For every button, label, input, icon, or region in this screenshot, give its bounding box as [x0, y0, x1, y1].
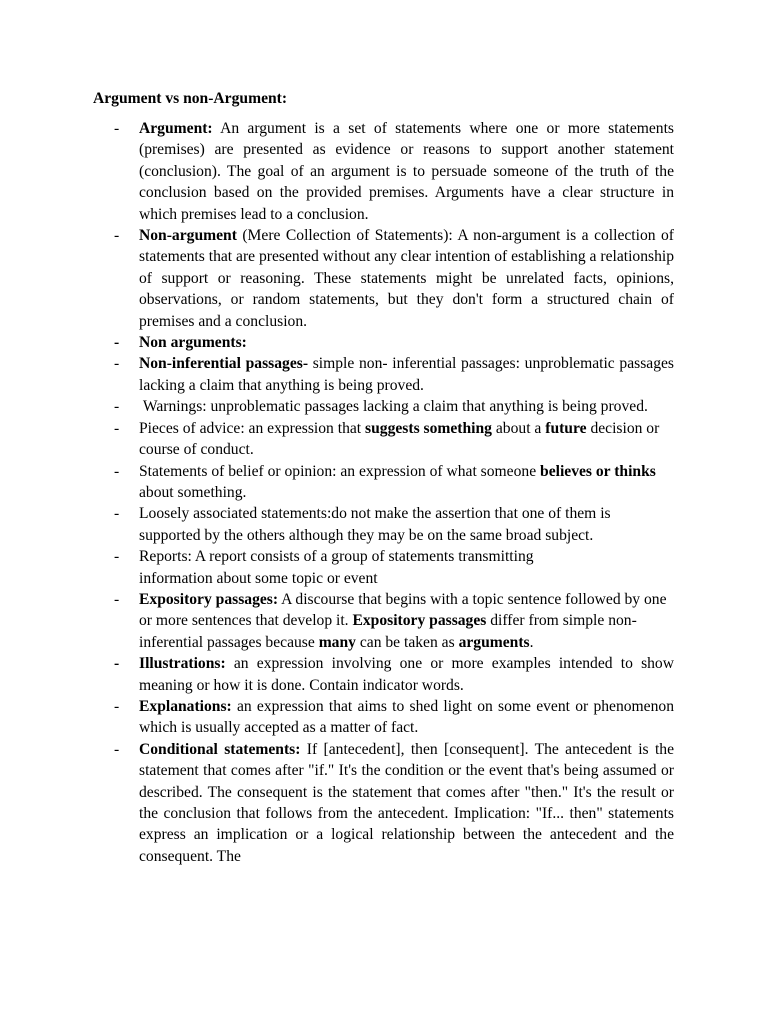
list-item-belief	[114, 461, 674, 504]
list-item-explanations	[114, 696, 674, 739]
emphasis-text: Expository passages	[352, 612, 487, 630]
bullet-list	[114, 118, 674, 867]
item-text: decision or course of conduct.	[139, 419, 660, 459]
item-text: An argument is a set of statements where one or more statements (premises) are presented as evidence or reasons to support another statement (conclusion). The goal of an argument is to persuade someone of the truth of the conclusion based on the provided premises. Arguments have a clear structure in which premises lead to a conclusion.	[139, 120, 674, 223]
list-item-warnings	[114, 396, 674, 417]
dash-bullet: -	[114, 548, 120, 566]
dash-bullet: -	[114, 227, 120, 245]
list-item-argument	[114, 118, 674, 225]
emphasis-text: suggests something	[365, 419, 492, 437]
emphasis-text: believes or thinks	[540, 462, 656, 480]
list-item-expository	[114, 589, 674, 653]
item-text: simple non- inferential passages: unproblematic passages lacking a claim that anything is being proved.	[139, 355, 674, 394]
item-text: Statements of belief or opinion: an expression of what someone	[139, 462, 541, 480]
list-item-advice	[114, 418, 674, 461]
item-text: (Mere Collection of Statements): A non-argument is a collection of statements that are presented without any clear intention of establishing a relationship of support or reasoning. These statements might be unrelated facts, opinions, observations, or random statements, but they don't form a structured chain of premises and a conclusion.	[139, 227, 674, 330]
item-text: can be taken as	[355, 633, 459, 651]
emphasis-text: arguments	[458, 633, 530, 651]
item-text: an expression involving one or more examples intended to show meaning or how it is done. Contain indicator words.	[139, 655, 674, 694]
term-label: Illustrations:	[139, 655, 226, 673]
emphasis-text: many	[318, 633, 356, 651]
list-item-loosely-associated	[114, 503, 674, 546]
list-item-non-argument	[114, 225, 674, 332]
list-item-conditional	[114, 739, 674, 867]
term-label: Non-argument	[139, 227, 237, 245]
item-text: Pieces of advice: an expression that	[139, 419, 366, 437]
list-item-reports	[114, 546, 674, 589]
item-text: .	[529, 633, 534, 651]
dash-bullet: -	[114, 655, 120, 673]
item-text: differ from simple non-inferential passages because	[139, 612, 637, 651]
item-text: Loosely associated statements:do not make the assertion that one of them is supported by the others although they may be on the same broad subject.	[139, 505, 611, 544]
item-text: If [antecedent], then [consequent]. The antecedent is the statement that comes after "if." It's the condition or the event that's being assumed or described. The consequent is the statement that comes after "then." It's the result or the conclusion that follows from the antecedent. Implication: "If... then" statements express an implication or a logical relationship between the antecedent and the consequent. The	[139, 740, 675, 865]
dash-bullet: -	[114, 505, 120, 523]
dash-bullet: -	[114, 334, 120, 352]
term-label: Conditional statements:	[139, 740, 301, 758]
dash-bullet: -	[114, 697, 120, 715]
dash-bullet: -	[114, 590, 120, 608]
term-label: Non arguments:	[139, 334, 247, 352]
dash-bullet: -	[114, 740, 120, 758]
dash-bullet: -	[114, 419, 120, 437]
item-text: A discourse that begins with a topic sentence followed by one or more sentences that develop it.	[139, 590, 667, 630]
emphasis-text: future	[545, 419, 587, 437]
list-item-non-arguments-heading	[114, 332, 674, 353]
list-item-non-inferential	[114, 353, 674, 396]
list-item-illustrations	[114, 653, 674, 696]
dash-bullet: -	[114, 398, 120, 416]
term-label: Argument:	[139, 120, 213, 137]
item-text: about a	[491, 419, 546, 437]
dash-bullet: -	[114, 355, 120, 373]
dash-bullet: -	[114, 462, 120, 480]
term-label: Expository passages:	[139, 590, 279, 608]
dash-bullet: -	[114, 120, 120, 137]
document-heading: Argument vs non-Argument:	[93, 90, 288, 107]
item-text: Reports: A report consists of a group of statements transmitting information about some topic or event	[139, 548, 534, 587]
item-text: about something.	[139, 483, 247, 501]
item-text: an expression that aims to shed light on some event or phenomenon which is usually accepted as a matter of fact.	[139, 697, 674, 737]
item-text: Warnings: unproblematic passages lacking a claim that anything is being proved.	[139, 398, 648, 416]
term-label: Explanations:	[139, 697, 232, 715]
term-label: Non-inferential passages-	[139, 355, 309, 373]
